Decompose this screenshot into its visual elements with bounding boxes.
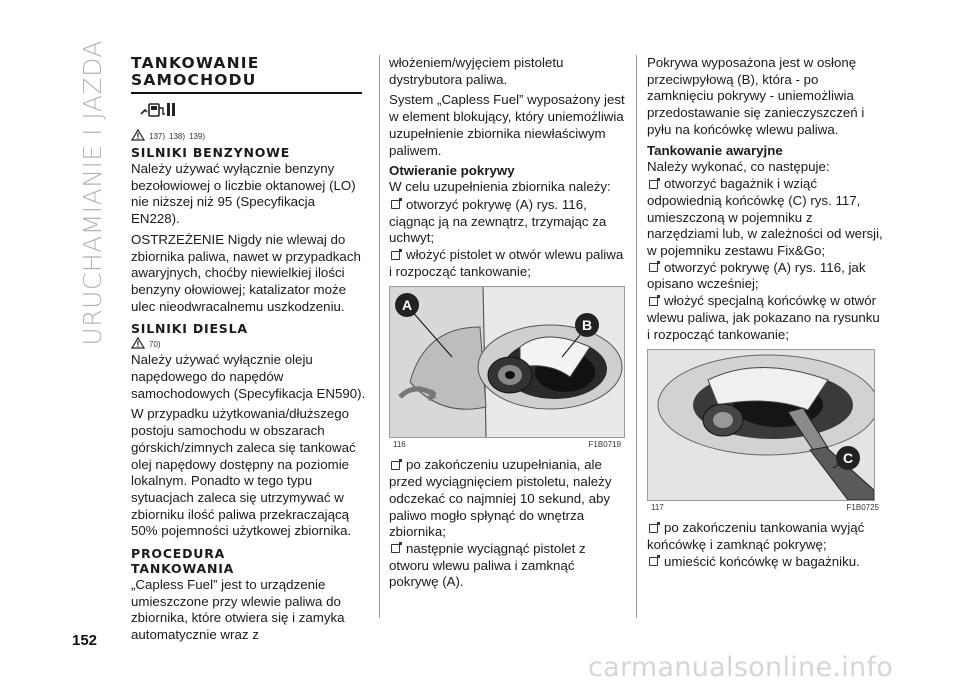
figure-caption <box>647 501 883 512</box>
list-item: otworzyć bagażnik i wziąć odpowiednią końcówkę (C) rys. 117, umieszczoną w pojemniku z narzędziami lub, w zależności od wersji, w pojemniku zestawu Fix&Go; <box>647 176 883 259</box>
watermark: carmanualsonline.info <box>588 652 894 683</box>
figure-code: F1B0725 <box>846 503 879 513</box>
bullet-icon <box>391 544 400 553</box>
page-title: TANKOWANIE SAMOCHODU <box>131 54 260 89</box>
paragraph: Należy używać wyłącznie benzyny bezołowiowej o liczbie oktanowej (LO) nie niższej niż 95 (Specyfikacja EN228). <box>131 161 356 227</box>
section-title-diesel: SILNIKI DIESLA <box>131 321 248 337</box>
figure-code: F1B0719 <box>588 440 621 450</box>
figure-116 <box>389 286 625 449</box>
column-2 <box>389 55 625 591</box>
column-3 <box>647 55 883 570</box>
list-item: następnie wyciągnąć pistolet z otworu wlewu paliwa i zamknąć pokrywę (A). <box>389 540 586 590</box>
column-divider <box>636 55 637 618</box>
figure-117 <box>647 349 883 512</box>
warning-ref: 137) <box>149 132 166 141</box>
fuel-flap-illustration <box>390 287 624 437</box>
bullet-icon <box>649 524 658 533</box>
paragraph: System „Capless Fuel” wyposażony jest w element blokujący, który uniemożliwia uzupełnienie zbiornika niewłaściwym paliwem. <box>389 92 625 158</box>
paragraph: „Capless Fuel” jest to urządzenie umieszczone przy wlewie paliwa do zbiornika, które otwiera się i zamyka automatycznie wraz z <box>131 577 345 643</box>
side-tab-chapter: URUCHAMIANIE I JAZDA <box>78 40 107 346</box>
list-item: otworzyć pokrywę (A) rys. 116, jak opisano wcześniej; <box>647 259 866 292</box>
list-item: umieścić końcówkę w bagażniku. <box>647 554 883 571</box>
paragraph: Należy używać wyłącznie oleju napędowego do napędów samochodowych (Specyfikacja EN590). <box>131 352 366 401</box>
bullet-icon <box>391 200 400 209</box>
column-1 <box>131 55 367 648</box>
callout-label: C <box>842 450 854 467</box>
column-divider <box>379 55 380 618</box>
warning-triangle-icon <box>131 337 145 349</box>
title-underline <box>131 92 362 94</box>
paragraph: Należy wykonać, co następuje: <box>647 158 830 174</box>
warning-refs <box>131 337 367 349</box>
bullet-icon <box>649 557 658 566</box>
paragraph: W przypadku użytkowania/dłuższego postoju samochodu w obszarach górskich/zimnych zaleca się tankować olej napędowy dostępny na poziomie lokalnym. Ponadto w tego typu sytuacjach zaleca się utrzymywać w zbiorniku ilość paliwa przekraczającą 50% pojemności użytkowej zbiornika. <box>131 406 356 539</box>
warning-ref: 139) <box>189 132 206 141</box>
section-title-procedure: PROCEDURA TANKOWANIA <box>131 546 235 577</box>
warning-triangle-icon <box>131 129 145 141</box>
heading-emergency-refuelling: Tankowanie awaryjne <box>647 142 783 158</box>
bullet-icon <box>391 251 400 260</box>
bullet-icon <box>649 297 658 306</box>
warning-refs <box>131 129 367 141</box>
heading-opening-flap: Otwieranie pokrywy <box>389 163 515 179</box>
page-number: 152 <box>72 632 98 649</box>
list-item: po zakończeniu uzupełniania, ale przed wyciągnięciem pistoletu, należy odczekać co najmniej 10 sekund, aby paliwo mogło spłynąć do wnętrza zbiornika; <box>389 457 612 540</box>
paragraph: Pokrywa wyposażona jest w osłonę przeciwpyłową (B), która - po zamknięciu pokrywy - uniemożliwia przedostawanie się zanieczyszczeń i pyłu na końcówkę wlewu paliwa. <box>647 55 865 137</box>
list-item: włożyć pistolet w otwór wlewu paliwa i rozpocząć tankowanie; <box>389 247 624 279</box>
list-item: po zakończeniu tankowania wyjąć końcówkę i zamknąć pokrywę; <box>647 520 865 552</box>
emergency-adapter-illustration <box>648 350 874 500</box>
callout-label: B <box>581 317 593 334</box>
warning-ref: 70) <box>149 340 161 350</box>
section-title-petrol: SILNIKI BENZYNOWE <box>131 145 291 160</box>
figure-number: 116 <box>393 440 406 450</box>
paragraph: OSTRZEŻENIE Nigdy nie wlewaj do zbiornika paliwa, nawet w przypadkach awaryjnych, choćby niewielkiej ilości benzyny ołowiowej; katalizator może ulec nieodwracalnemu uszkodzeniu. <box>131 231 361 314</box>
figure-number: 117 <box>651 503 664 513</box>
paragraph: włożeniem/wyjęciem pistoletu dystrybutora paliwa. <box>389 55 564 87</box>
bullet-icon <box>391 461 400 470</box>
figure-caption <box>389 438 625 449</box>
bullet-icon <box>649 180 658 189</box>
warning-ref: 138) <box>169 132 186 141</box>
list-item: włożyć specjalną końcówkę w otwór wlewu paliwa, jak pokazano na rysunku i rozpocząć tankowanie; <box>647 293 880 342</box>
list-item: otworzyć pokrywę (A) rys. 116, ciągnąc ją na zewnątrz, trzymając za uchwyt; <box>389 196 607 246</box>
paragraph: W celu uzupełnienia zbiornika należy: <box>389 179 611 195</box>
fuel-pump-icon <box>137 100 367 125</box>
bullet-icon <box>649 263 658 272</box>
callout-label: A <box>401 297 413 314</box>
